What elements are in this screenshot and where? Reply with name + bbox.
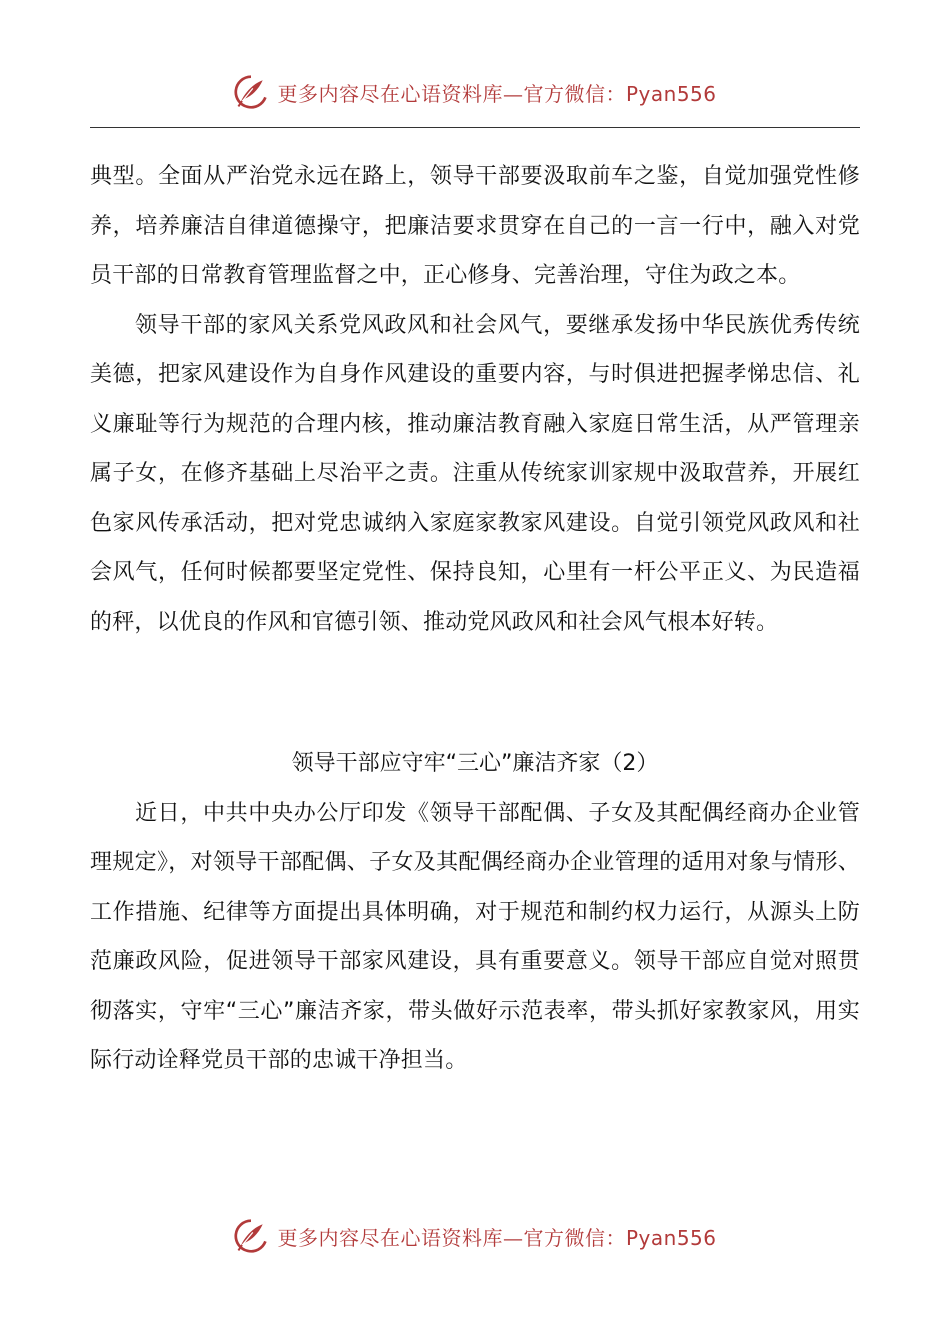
document-body <box>90 152 860 1086</box>
footer-banner-text: 更多内容尽在心语资料库—官方微信：Pyan556 <box>277 1225 717 1250</box>
header-banner-text: 更多内容尽在心语资料库—官方微信：Pyan556 <box>277 81 717 106</box>
quill-pen-logo-icon <box>233 1218 269 1254</box>
section-title: 领导干部应守牢“三心”廉洁齐家（2） <box>291 751 659 776</box>
body-paragraph: 领导干部的家风关系党风政风和社会风气，要继承发扬中华民族优秀传统美德，把家风建设作为自身作风建设的重要内容，与时俱进把握孝悌忠信、礼义廉耻等行为规范的合理内核，推动廉洁教育融入家庭日常生活，从严管理亲属子女，在修齐基础上尽治平之责。注重从传统家训家规中汲取营养，开展红色家风传承活动，把对党忠诚纳入家庭家教家风建设。自觉引领党风政风和社会风气，任何时候都要坚定党性、保持良知，心里有一杆公平正义、为民造福的秤，以优良的作风和官德引领、推动党风政风和社会风气根本好转。 <box>90 312 860 635</box>
body-paragraph-continued: 典型。全面从严治党永远在路上，领导干部要汲取前车之鉴，自觉加强党性修养，培养廉洁自律道德操守，把廉洁要求贯穿在自己的一言一行中，融入对党员干部的日常教育管理监督之中，正心修身、完善治理，守住为政之本。 <box>90 164 860 288</box>
footer-banner <box>0 1214 950 1258</box>
section-paragraph: 近日，中共中央办公厅印发《领导干部配偶、子女及其配偶经商办企业管理规定》，对领导干部配偶、子女及其配偶经商办企业管理的适用对象与情形、工作措施、纪律等方面提出具体明确，对于规范和制约权力运行，从源头上防范廉政风险，促进领导干部家风建设，具有重要意义。领导干部应自觉对照贯彻落实，守牢“三心”廉洁齐家，带头做好示范表率，带头抓好家教家风，用实际行动诠释党员干部的忠诚干净担当。 <box>90 800 860 1073</box>
quill-pen-logo-icon <box>233 74 269 110</box>
header-wechat-id: Pyan556 <box>625 81 717 106</box>
header-banner <box>0 70 950 114</box>
header-divider <box>90 127 860 128</box>
footer-wechat-id: Pyan556 <box>625 1225 717 1250</box>
